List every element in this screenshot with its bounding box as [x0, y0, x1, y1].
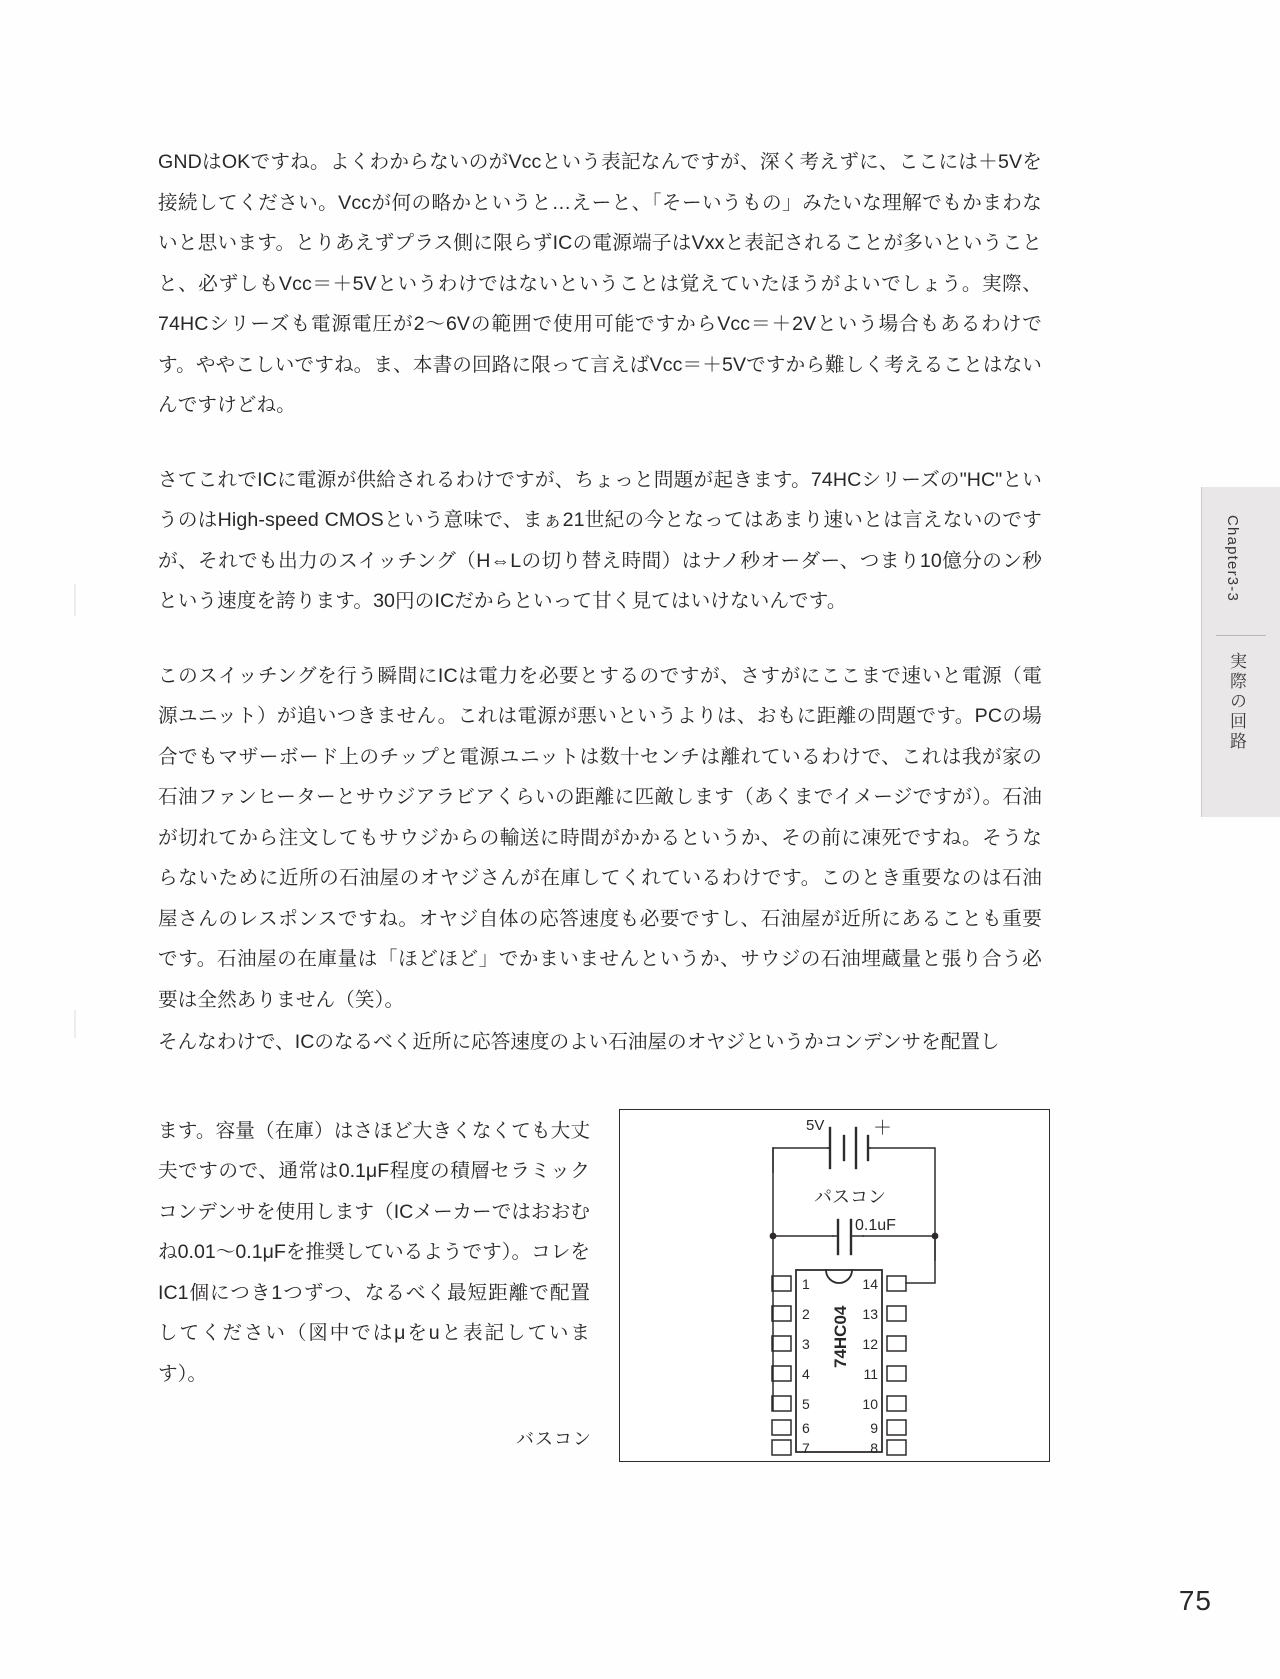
wire-to-pin14: [906, 1236, 935, 1283]
supply-polarity-label: ＋: [873, 1117, 893, 1139]
paragraph-1: GNDはOKですね。よくわからないのがVccという表記なんですが、深く考えずに、ここには＋5Vを接続してください。Vccが何の略かというと…えーと、「そーいうもの」みたいな理解でもかまわないと思います。とりあえずプラス側に限らずICの電源端子はVxxと表記されることが多いということと、必ずしもVcc＝＋5Vというわけではないということは覚えていたほうがよいでしょう。実際、74HCシリーズも電源電圧が2～6Vの範囲で使用可能ですからVcc＝＋2Vという場合もあるわけです。ややこしいですね。ま、本書の回路に限って言えばVcc＝＋5Vですから難しく考えることはないんですけどね。: [158, 151, 1042, 416]
ic-right-pins: [887, 1276, 906, 1455]
figure-caption: バスコン: [516, 1428, 592, 1449]
ic-notch: [826, 1270, 852, 1283]
pin-pad-3: [772, 1336, 791, 1351]
paragraph-4-lead-line: そんなわけで、ICのなるべく近所に応答速度のよい石油屋のオヤジというかコンデンサを配置し: [158, 1031, 1000, 1053]
ic-part-number-label: 74HC04: [831, 1305, 850, 1368]
pin-number-9: 9: [870, 1419, 878, 1436]
pin-number-11: 11: [863, 1365, 878, 1382]
paragraph-2: さてこれでICに電源が供給されるわけですが、ちょっと問題が起きます。74HCシリーズの"HC"というのはHigh-speed CMOSという意味で、まぁ21世紀の今となってはあまり速いとは言えないのですが、それでも出力のスイッチング（H⇔Lの切り替え時間）はナノ秒オーダー、つまり10億分のン秒という速度を誇ります。30円のICだからといって甘く見てはいけないんです。: [158, 468, 1042, 612]
side-tab-divider: [1216, 635, 1266, 636]
pin-number-5: 5: [802, 1395, 810, 1412]
pin-pad-1: [772, 1276, 791, 1291]
pin-number-13: 13: [862, 1305, 878, 1322]
paragraph-3: このスイッチングを行う瞬間にICは電力を必要とするのですが、さすがにここまで速いと電源（電源ユニット）が追いつきません。これは電源が悪いというよりは、おもに距離の問題です。PCの場合でもマザーボード上のチップと電源ユニットは数十センチは離れているわけで、これは我が家の石油ファンヒーターとサウジアラビアくらいの距離に匹敵します（あくまでイメージですが）。石油が切れてから注文してもサウジからの輸送に時間がかかるというか、その前に凍死ですね。そうならないために近所の石油屋のオヤジさんが在庫してくれているわけです。このとき重要なのは石油屋さんのレスポンスですね。オヤジ自体の応答速度も必要ですし、石油屋が近所にあることも重要です。石油屋の在庫量は「ほどほど」でかまいませんというか、サウジの石油埋蔵量と張り合う必要は全然ありません（笑）。: [158, 664, 1042, 1011]
right-pin-numbers: [862, 1276, 878, 1456]
pin-pad-8: [887, 1440, 906, 1455]
left-pin-numbers: [802, 1276, 810, 1456]
pin-number-10: 10: [862, 1395, 878, 1412]
pin-number-1: 1: [802, 1275, 810, 1292]
pin-pad-12: [887, 1336, 906, 1351]
circuit-figure: [619, 1109, 1050, 1462]
page-number: 75: [1178, 1585, 1212, 1616]
side-tab-chapter-label: Chapter3-3: [1224, 515, 1241, 603]
scan-edge-mark-mid: [74, 1010, 76, 1038]
pin-pad-4: [772, 1366, 791, 1381]
pin-number-6: 6: [802, 1419, 810, 1436]
pin-pad-2: [772, 1306, 791, 1321]
pin-number-14: 14: [862, 1275, 878, 1292]
capacitor-value-label: 0.1uF: [855, 1216, 896, 1234]
capacitor-name-label: パスコン: [814, 1186, 886, 1207]
pin-number-4: 4: [802, 1365, 810, 1382]
pin-pad-13: [887, 1306, 906, 1321]
scan-edge-mark-top: [74, 584, 76, 616]
circuit-diagram-svg: [620, 1110, 1048, 1460]
pin-pad-11: [887, 1366, 906, 1381]
pin-number-12: 12: [862, 1335, 878, 1352]
pin-pad-10: [887, 1396, 906, 1411]
pin-pad-6: [772, 1420, 791, 1435]
wire-supply-left: [773, 1148, 830, 1172]
pin-pad-7: [772, 1440, 791, 1455]
supply-voltage-label: 5V: [806, 1116, 825, 1134]
pin-number-7: 7: [802, 1439, 810, 1456]
pin-pad-14: [887, 1276, 906, 1291]
side-tab-inner: [1202, 487, 1280, 817]
lower-section: [158, 1022, 1050, 1456]
ic-left-pins: [772, 1276, 791, 1455]
narrow-text-column: [158, 1111, 590, 1395]
body-text-column: [158, 142, 1042, 1020]
pin-pad-5: [772, 1396, 791, 1411]
pin-number-2: 2: [802, 1305, 810, 1322]
junction-dot-left: [770, 1232, 777, 1239]
chapter-side-tab: [1201, 487, 1280, 817]
side-tab-section-label: 実際の回路: [1227, 652, 1246, 752]
paragraph-4-body: ます。容量（在庫）はさほど大きくなくても大丈夫ですので、通常は0.1μF程度の積層セラミックコンデンサを使用します（ICメーカーではおおむね0.01～0.1μFを推奨しているようです）。コレをIC1個につき1つずつ、なるべく最短距離で配置してください（図中ではμをuと表記しています）。: [158, 1119, 590, 1385]
pin-number-8: 8: [870, 1439, 878, 1456]
pin-number-3: 3: [802, 1335, 810, 1352]
pin-pad-9: [887, 1420, 906, 1435]
